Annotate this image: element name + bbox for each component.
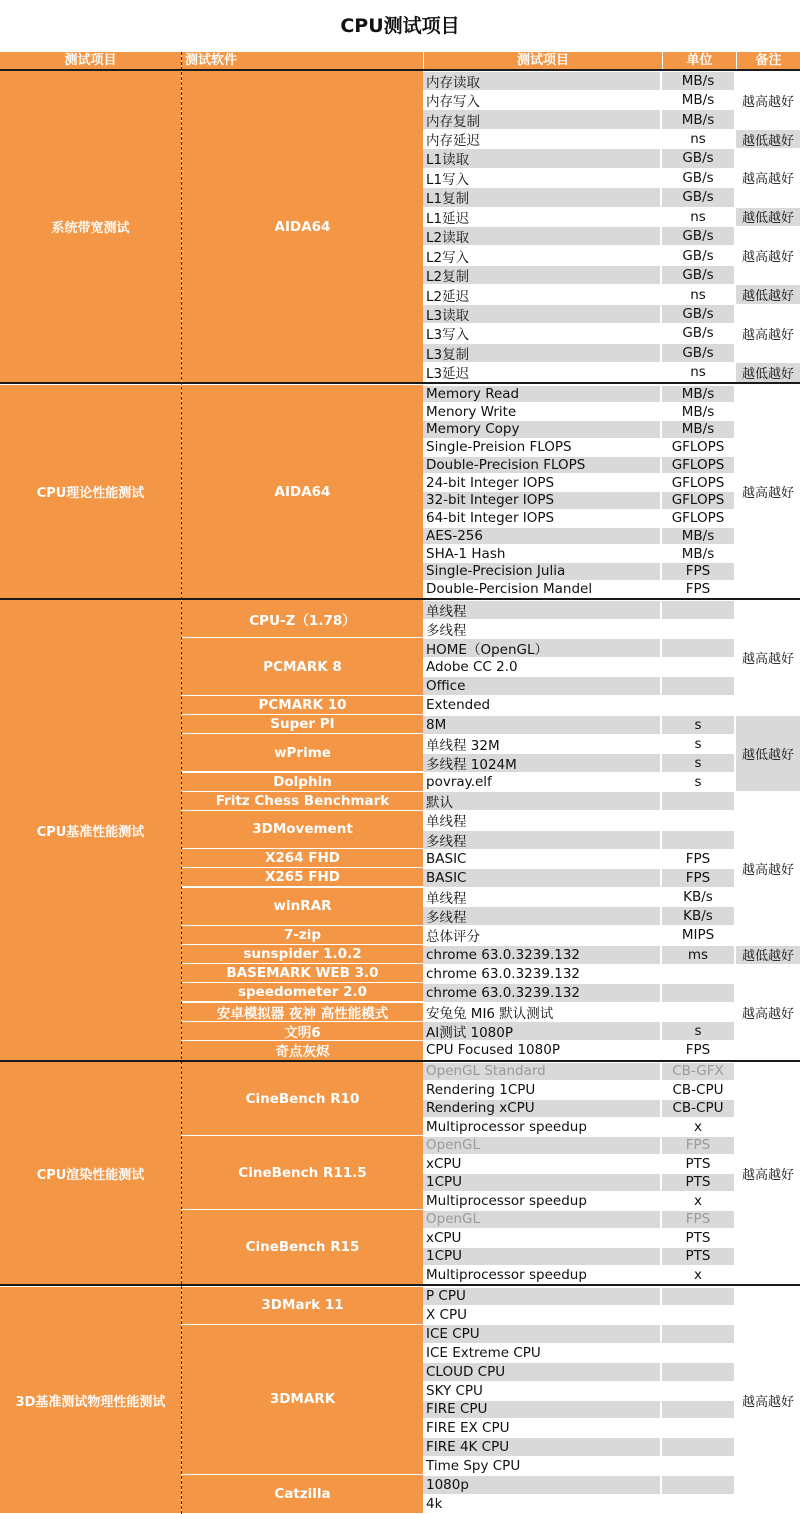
test-unit: GFLOPS <box>671 510 725 527</box>
test-software: 奇点灰烬 <box>182 1041 423 1060</box>
test-unit <box>662 1495 734 1513</box>
test-software: 7-zip <box>182 926 423 945</box>
test-item: 内存写入 <box>426 94 480 110</box>
test-unit: ns <box>690 286 706 303</box>
test-item: Multiprocessor speedup <box>426 1192 587 1209</box>
test-item: 单线程 <box>426 814 467 830</box>
test-software: BASEMARK WEB 3.0 <box>182 964 423 983</box>
remark: 越高越好 <box>741 250 794 266</box>
test-item: L2写入 <box>426 249 470 265</box>
test-item: Multiprocessor speedup <box>426 1266 587 1283</box>
test-item: Single-Precision Julia <box>423 563 660 580</box>
test-item: CPU Focused 1080P <box>426 1042 560 1059</box>
section-divider <box>0 1284 800 1286</box>
test-unit <box>662 658 734 676</box>
test-item: ICE CPU <box>423 1325 660 1343</box>
test-unit: GB/s <box>682 247 714 264</box>
test-unit: MB/s <box>662 110 734 128</box>
test-unit: GFLOPS <box>671 439 725 456</box>
test-unit: GB/s <box>682 169 714 186</box>
test-category: CPU渲染性能测试 <box>0 1062 181 1284</box>
test-unit <box>662 1344 734 1362</box>
test-unit <box>662 1382 734 1400</box>
test-category: CPU理论性能测试 <box>0 385 181 598</box>
test-unit <box>662 639 734 657</box>
test-item: 多线程 <box>426 622 467 638</box>
remark: 越高越好 <box>741 1167 794 1183</box>
test-item: 多线程 <box>423 831 660 849</box>
test-unit: CB-GFX <box>662 1063 734 1081</box>
remark: 越高越好 <box>741 862 794 878</box>
remark: 越高越好 <box>741 1006 794 1022</box>
test-item: L2延迟 <box>426 288 470 304</box>
test-item: OpenGL Standard <box>423 1063 660 1081</box>
test-item: L1读取 <box>423 149 660 167</box>
test-item: L1延迟 <box>426 210 470 226</box>
test-item: 4k <box>426 1495 443 1512</box>
test-item: Memory Copy <box>423 421 660 438</box>
test-item: 64-bit Integer IOPS <box>426 510 555 527</box>
test-unit: MB/s <box>662 421 734 438</box>
remark: 越高越好 <box>741 1394 794 1410</box>
test-unit: MB/s <box>681 92 715 109</box>
test-category: CPU基准性能测试 <box>0 600 181 1060</box>
test-unit: s <box>662 716 734 734</box>
test-unit <box>662 1003 734 1021</box>
test-unit: MB/s <box>662 72 734 90</box>
remark: 越低越好 <box>736 130 800 148</box>
test-item: BASIC <box>426 850 467 867</box>
test-unit: GFLOPS <box>662 457 734 474</box>
test-item: ICE Extreme CPU <box>426 1344 541 1361</box>
test-unit: ns <box>690 208 706 225</box>
test-item: Single-Preision FLOPS <box>426 439 572 456</box>
test-item: L3读取 <box>423 305 660 323</box>
test-item: 1CPU <box>423 1248 660 1266</box>
test-software: Catzilla <box>182 1475 423 1513</box>
test-item: 安兔兔 MI6 默认测试 <box>426 1006 554 1022</box>
test-unit: MB/s <box>662 528 734 545</box>
remark: 越低越好 <box>736 363 800 381</box>
test-unit <box>662 1306 734 1324</box>
test-item: Extended <box>426 697 491 714</box>
test-unit <box>662 792 734 810</box>
remark: 越高越好 <box>741 327 794 343</box>
test-unit: GB/s <box>662 344 734 362</box>
test-item: CLOUD CPU <box>423 1363 660 1381</box>
test-item: 单线程 32M <box>426 737 500 753</box>
test-unit <box>662 620 734 638</box>
test-unit <box>662 984 734 1002</box>
test-item: Double-Percision Mandel <box>426 581 593 598</box>
test-item: Memory Read <box>423 386 660 403</box>
test-unit: s <box>662 1022 734 1040</box>
test-item: Office <box>423 677 660 695</box>
test-item: Adobe CC 2.0 <box>426 659 518 676</box>
test-unit: s <box>694 735 702 752</box>
test-item: L3复制 <box>423 344 660 362</box>
test-unit <box>662 1401 734 1419</box>
test-item: chrome 63.0.3239.132 <box>423 984 660 1002</box>
test-item: SKY CPU <box>426 1382 483 1399</box>
test-unit <box>662 811 734 829</box>
test-item: 默认 <box>423 792 660 810</box>
remark: 越高越好 <box>741 94 794 110</box>
test-item: HOME（OpenGL） <box>423 639 660 657</box>
test-unit <box>662 1419 734 1437</box>
test-unit: PTS <box>662 1248 734 1266</box>
test-item: 单线程 <box>423 601 660 619</box>
test-software: 安卓模拟器 夜神 高性能模式 <box>182 1003 423 1022</box>
test-item: Double-Precision FLOPS <box>423 457 660 474</box>
remark: 越低越好 <box>736 946 800 964</box>
test-item: chrome 63.0.3239.132 <box>426 965 581 982</box>
test-item: SHA-1 Hash <box>426 545 506 562</box>
test-unit: s <box>694 774 702 791</box>
test-unit: GB/s <box>662 188 734 206</box>
test-unit: CB-CPU <box>662 1100 734 1118</box>
column-header: 测试软件 <box>181 52 423 70</box>
test-unit <box>662 1476 734 1494</box>
test-item: OpenGL <box>423 1137 660 1155</box>
test-unit <box>662 1363 734 1381</box>
test-unit: GB/s <box>662 266 734 284</box>
remark: 越高越好 <box>741 652 794 667</box>
test-unit <box>662 1325 734 1343</box>
test-unit <box>662 1438 734 1456</box>
test-software: PCMARK 10 <box>182 696 423 715</box>
remark: 越低越好 <box>736 208 800 226</box>
test-item: AES-256 <box>423 528 660 545</box>
test-item: Rendering 1CPU <box>426 1081 536 1098</box>
test-item: FIRE 4K CPU <box>423 1438 660 1456</box>
test-unit <box>662 1288 734 1306</box>
remark: 越高越好 <box>741 172 794 188</box>
section-divider <box>0 382 800 384</box>
test-software: CineBench R15 <box>182 1210 423 1284</box>
test-item: xCPU <box>426 1155 462 1172</box>
test-item: 内存读取 <box>423 72 660 90</box>
test-item: L1复制 <box>423 188 660 206</box>
test-item: 32-bit Integer IOPS <box>423 492 660 509</box>
test-unit: GFLOPS <box>671 474 725 491</box>
test-unit <box>662 1457 734 1475</box>
remark: 越高越好 <box>741 486 794 501</box>
test-item: Time Spy CPU <box>426 1457 521 1474</box>
test-software: Fritz Chess Benchmark <box>182 792 423 811</box>
test-software: sunspider 1.0.2 <box>182 945 423 964</box>
test-item: 8M <box>423 716 660 734</box>
test-unit: GB/s <box>662 149 734 167</box>
test-item: Menory Write <box>426 403 517 420</box>
test-item: FIRE EX CPU <box>426 1420 510 1437</box>
test-unit: FPS <box>662 1137 734 1155</box>
test-unit: x <box>694 1192 702 1209</box>
test-unit: ms <box>662 946 734 964</box>
test-unit: MIPS <box>681 927 715 944</box>
column-header: 测试项目 <box>423 52 662 70</box>
test-item: FIRE CPU <box>423 1401 660 1419</box>
test-software: 3DMARK <box>182 1325 423 1476</box>
test-software: CineBench R11.5 <box>182 1136 423 1210</box>
table-title: CPU测试项目 <box>340 15 460 37</box>
test-software: CPU-Z（1.78） <box>182 600 423 638</box>
test-software: winRAR <box>182 888 423 926</box>
test-software: 3DMovement <box>182 811 423 849</box>
test-unit: ns <box>690 131 706 148</box>
test-unit: PTS <box>685 1229 711 1246</box>
test-item: L2读取 <box>423 227 660 245</box>
test-unit <box>662 965 734 983</box>
test-software: X265 FHD <box>182 868 423 887</box>
test-unit: MB/s <box>681 545 715 562</box>
test-software: 3DMark 11 <box>182 1287 423 1325</box>
test-unit: GB/s <box>662 305 734 323</box>
column-header: 测试项目 <box>0 52 181 70</box>
test-item: AI测试 1080P <box>423 1022 660 1040</box>
test-unit: x <box>694 1118 702 1135</box>
column-header: 单位 <box>662 52 736 70</box>
test-item: BASIC <box>423 869 660 887</box>
test-item: OpenGL <box>423 1211 660 1229</box>
test-unit: FPS <box>685 850 711 867</box>
test-unit: FPS <box>662 869 734 887</box>
test-unit <box>662 696 734 714</box>
test-item: X CPU <box>426 1307 467 1324</box>
column-header: 备注 <box>736 52 800 70</box>
test-unit: FPS <box>662 563 734 580</box>
test-unit <box>662 831 734 849</box>
test-unit: PTS <box>685 1155 711 1172</box>
test-item: L2复制 <box>423 266 660 284</box>
test-unit: MB/s <box>681 403 715 420</box>
test-unit: KB/s <box>662 907 734 925</box>
test-software: Super PI <box>182 715 423 734</box>
test-item: 总体评分 <box>426 929 480 945</box>
test-unit: GB/s <box>682 325 714 342</box>
test-item: 内存复制 <box>423 110 660 128</box>
test-unit: FPS <box>662 1211 734 1229</box>
test-unit: FPS <box>685 1042 711 1059</box>
test-unit: s <box>662 754 734 772</box>
test-category: 3D基准测试物理性能测试 <box>0 1287 181 1513</box>
test-unit <box>662 677 734 695</box>
test-item: 内存延迟 <box>426 133 480 149</box>
test-item: povray.elf <box>426 774 492 791</box>
test-unit: ns <box>690 364 706 381</box>
test-unit: x <box>694 1266 702 1283</box>
test-item: P CPU <box>423 1288 660 1306</box>
test-unit: CB-CPU <box>672 1081 724 1098</box>
test-unit: KB/s <box>683 889 713 906</box>
test-unit: GB/s <box>662 227 734 245</box>
test-item: 单线程 <box>426 891 467 907</box>
test-software: wPrime <box>182 734 423 772</box>
test-item: xCPU <box>426 1229 462 1246</box>
test-item: 1CPU <box>423 1174 660 1192</box>
test-item: chrome 63.0.3239.132 <box>423 946 660 964</box>
test-software: PCMARK 8 <box>182 638 423 696</box>
test-software: AIDA64 <box>182 385 423 598</box>
column-divider <box>181 52 182 1514</box>
remark: 越低越好 <box>736 285 800 303</box>
test-item: Multiprocessor speedup <box>426 1118 587 1135</box>
test-unit: MB/s <box>662 386 734 403</box>
test-software: 文明6 <box>182 1022 423 1041</box>
test-item: 24-bit Integer IOPS <box>426 474 555 491</box>
test-software: speedometer 2.0 <box>182 983 423 1002</box>
test-software: Dolphin <box>182 773 423 792</box>
test-item: Rendering xCPU <box>423 1100 660 1118</box>
test-item: L3延迟 <box>426 366 470 382</box>
test-unit: PTS <box>662 1174 734 1192</box>
test-unit: FPS <box>685 581 711 598</box>
test-item: 多线程 <box>423 907 660 925</box>
test-software: AIDA64 <box>182 71 423 382</box>
test-software: CineBench R10 <box>182 1062 423 1136</box>
test-software: X264 FHD <box>182 849 423 868</box>
test-category: 系统带宽测试 <box>0 71 181 382</box>
test-item: 1080p <box>423 1476 660 1494</box>
test-item: L1写入 <box>426 171 470 188</box>
test-unit <box>662 601 734 619</box>
test-unit: GFLOPS <box>662 492 734 509</box>
test-item: 多线程 1024M <box>423 754 660 772</box>
remark: 越低越好 <box>736 716 800 792</box>
test-item: L3写入 <box>426 327 470 343</box>
